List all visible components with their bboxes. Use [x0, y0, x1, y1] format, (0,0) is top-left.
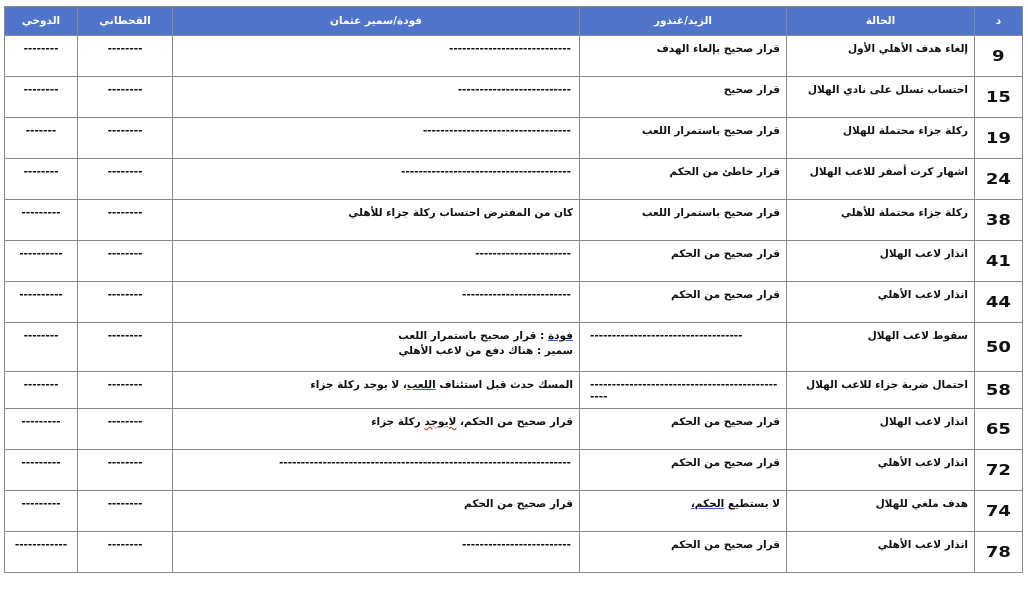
row-qahtani: -------- [78, 282, 173, 323]
row-qahtani: -------- [78, 372, 173, 409]
row-dosari: --------- [5, 450, 78, 491]
table-row [5, 200, 1023, 241]
row-zaid: قرار صحيح من الحكم [580, 282, 787, 323]
fouda-text-underlined: اللعب [406, 379, 436, 391]
table-row [5, 241, 1023, 282]
row-case: انذار لاعب الأهلي [787, 532, 975, 573]
row-fouda: ---------------------------- [173, 36, 580, 77]
table-row [5, 409, 1023, 450]
row-zaid: قرار صحيح باستمرار اللعب [580, 118, 787, 159]
table-row [5, 118, 1023, 159]
row-case: سقوط لاعب الهلال [787, 323, 975, 372]
header-case: الحالة [787, 7, 975, 36]
fouda-opinion: : قرار صحيح باستمرار اللعب [398, 330, 545, 342]
header-dosari: الدوخي [5, 7, 78, 36]
fouda-text-pre: قرار صحيح من الحكم، [460, 416, 573, 428]
row-fouda: كان من المفترض احتساب ركلة جزاء للأهلي [173, 200, 580, 241]
row-dosari: ------------ [5, 532, 78, 573]
row-case: إلغاء هدف الأهلي الأول [787, 36, 975, 77]
row-fouda: قرار صحيح من الحكم [173, 491, 580, 532]
row-zaid: قرار صحيح من الحكم [580, 409, 787, 450]
row-case: احتساب تسلل على نادي الهلال [787, 77, 975, 118]
row-qahtani: -------- [78, 241, 173, 282]
row-case: انذار لاعب الأهلي [787, 282, 975, 323]
row-dosari: ---------- [5, 241, 78, 282]
row-case: ركلة جزاء محتملة للأهلي [787, 200, 975, 241]
row-zaid [580, 491, 787, 532]
row-qahtani: -------- [78, 491, 173, 532]
row-zaid: قرار صحيح [580, 77, 787, 118]
row-dosari: ------- [5, 118, 78, 159]
row-num: 19 [975, 118, 1023, 159]
row-fouda: ------------------------------------------------------------------- [173, 450, 580, 491]
referee-decisions-table [4, 6, 1023, 573]
table-row [5, 323, 1023, 372]
row-num: 72 [975, 450, 1023, 491]
row-qahtani: -------- [78, 77, 173, 118]
row-case: انذار لاعب الأهلي [787, 450, 975, 491]
row-fouda: ---------------------- [173, 241, 580, 282]
row-fouda: ---------------------------------- [173, 118, 580, 159]
table-row [5, 36, 1023, 77]
row-num: 41 [975, 241, 1023, 282]
row-dosari: ---------- [5, 282, 78, 323]
row-fouda [173, 323, 580, 372]
row-case: انذار لاعب الهلال [787, 409, 975, 450]
row-fouda: --------------------------------------- [173, 159, 580, 200]
header-num: د [975, 7, 1023, 36]
row-zaid: قرار صحيح من الحكم [580, 532, 787, 573]
row-num: 15 [975, 77, 1023, 118]
row-num: 24 [975, 159, 1023, 200]
row-fouda: ------------------------- [173, 532, 580, 573]
row-fouda: ------------------------- [173, 282, 580, 323]
row-num: 50 [975, 323, 1023, 372]
row-qahtani: -------- [78, 36, 173, 77]
table-row [5, 450, 1023, 491]
fouda-text-post: ، لا يوجد ركلة جزاء [310, 379, 407, 391]
row-fouda [173, 372, 580, 409]
row-qahtani: -------- [78, 450, 173, 491]
row-fouda [173, 409, 580, 450]
row-num: 38 [975, 200, 1023, 241]
row-qahtani: -------- [78, 323, 173, 372]
table-row [5, 491, 1023, 532]
row-fouda: -------------------------- [173, 77, 580, 118]
table-row [5, 159, 1023, 200]
row-zaid: قرار صحيح من الحكم [580, 450, 787, 491]
header-fouda: فودة/سمير عثمان [173, 7, 580, 36]
row-case: انذار لاعب الهلال [787, 241, 975, 282]
row-case: اشهار كرت أصفر للاعب الهلال [787, 159, 975, 200]
zaid-text-underlined: الحكم، [690, 498, 725, 510]
row-dosari: -------- [5, 77, 78, 118]
row-zaid: ----------------------------------------------- [580, 372, 787, 409]
samir-opinion: سمير : هناك دفع من لاعب الأهلي [398, 345, 573, 357]
row-zaid: قرار خاطئ من الحكم [580, 159, 787, 200]
fouda-text-post: ركلة جزاء [371, 416, 421, 428]
zaid-text-pre: لا يستطيع [727, 498, 780, 510]
row-zaid: قرار صحيح باستمرار اللعب [580, 200, 787, 241]
fouda-name-label: فودة [547, 330, 573, 342]
row-case: ركلة جزاء محتملة للهلال [787, 118, 975, 159]
row-zaid: قرار صحيح بإلغاء الهدف [580, 36, 787, 77]
table-row [5, 372, 1023, 409]
row-qahtani: -------- [78, 532, 173, 573]
row-num: 74 [975, 491, 1023, 532]
fouda-text-underlined: لايوجد [424, 416, 457, 428]
fouda-text-pre: المسك حدث قبل استئناف [439, 379, 573, 391]
header-zaid: الزيد/غندور [580, 7, 787, 36]
referee-decisions-table-wrapper [4, 6, 1022, 573]
row-dosari: --------- [5, 200, 78, 241]
row-qahtani: -------- [78, 118, 173, 159]
row-zaid: ----------------------------------- [580, 323, 787, 372]
table-row [5, 532, 1023, 573]
row-zaid: قرار صحيح من الحكم [580, 241, 787, 282]
row-case: احتمال ضربة جزاء للاعب الهلال [787, 372, 975, 409]
row-dosari: -------- [5, 372, 78, 409]
row-dosari: -------- [5, 36, 78, 77]
row-num: 65 [975, 409, 1023, 450]
header-qahtani: القحطاني [78, 7, 173, 36]
row-dosari: -------- [5, 323, 78, 372]
row-dosari: --------- [5, 409, 78, 450]
row-dosari: -------- [5, 159, 78, 200]
row-num: 44 [975, 282, 1023, 323]
row-num: 9 [975, 36, 1023, 77]
table-header-row [5, 7, 1023, 36]
row-case: هدف ملغي للهلال [787, 491, 975, 532]
row-qahtani: -------- [78, 200, 173, 241]
table-row [5, 77, 1023, 118]
row-qahtani: -------- [78, 409, 173, 450]
row-num: 78 [975, 532, 1023, 573]
table-row [5, 282, 1023, 323]
row-qahtani: -------- [78, 159, 173, 200]
row-num: 58 [975, 372, 1023, 409]
row-dosari: --------- [5, 491, 78, 532]
